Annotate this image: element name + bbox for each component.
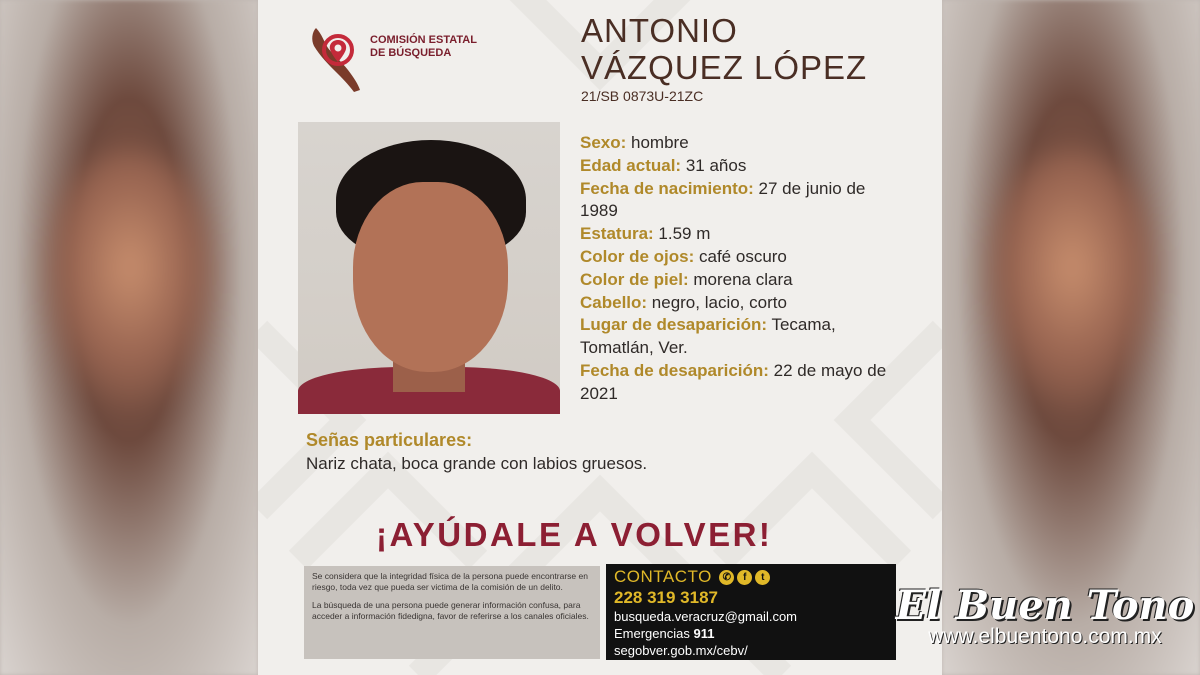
- person-name: [581, 12, 867, 86]
- disclaimer-p2: La búsqueda de una persona puede generar información confusa, para acceder a información fidedigna, favor de referirse a los canales oficiales.: [312, 600, 589, 621]
- watermark: [895, 582, 1195, 649]
- org-name-line1: COMISIÓN ESTATAL: [370, 34, 477, 46]
- watermark-logo: El Buen Tono: [895, 582, 1195, 629]
- senas-value: Nariz chata, boca grande con labios gruesos.: [306, 454, 648, 473]
- detail-row-lugar: Lugar de desaparición: Tecama, Tomatlán, Ver.: [580, 315, 836, 358]
- org-name-line2: DE BÚSQUEDA: [370, 47, 452, 59]
- veracruz-map-logo: [302, 24, 372, 94]
- detail-row-edad: Edad actual: 31 años: [580, 155, 747, 175]
- case-folio: 21/SB 0873U-21ZC: [581, 88, 704, 104]
- contact-title: CONTACTO: [614, 567, 712, 586]
- detail-row-nacimiento: Fecha de nacimiento: 27 de junio de 1989: [580, 178, 866, 221]
- detail-row-cabello: Cabello: negro, lacio, corto: [580, 292, 787, 312]
- blurred-background-right: [942, 0, 1200, 675]
- blurred-background-left: [0, 0, 258, 675]
- detail-row-ojos: Color de ojos: café oscuro: [580, 246, 787, 266]
- person-photo: [298, 122, 560, 414]
- person-name-line2: VÁZQUEZ LÓPEZ: [581, 49, 868, 86]
- contact-website[interactable]: segobver.gob.mx/cebv/: [614, 643, 748, 658]
- contact-email[interactable]: busqueda.veracruz@gmail.com: [614, 609, 798, 624]
- twitter-icon[interactable]: t: [755, 570, 770, 585]
- call-to-action: ¡AYÚDALE A VOLVER!: [376, 516, 773, 553]
- phone-icon[interactable]: ✆: [719, 570, 734, 585]
- watermark-url: www.elbuentono.com.mx: [928, 625, 1162, 648]
- facebook-icon[interactable]: f: [737, 570, 752, 585]
- detail-row-piel: Color de piel: morena clara: [580, 269, 793, 289]
- disclaimer: [304, 566, 600, 659]
- disclaimer-p1: Se considera que la integridad física de la persona puede encontrarse en riesgo, toda vez que pueda ser victima de la comisión de un delito.: [312, 571, 588, 592]
- contact-emergency: Emergencias 911: [614, 626, 715, 641]
- person-details: [580, 132, 900, 406]
- detail-row-estatura: Estatura: 1.59 m: [580, 224, 711, 244]
- missing-person-poster: [258, 0, 942, 675]
- detail-row-fecha-desaparicion: Fecha de desaparición: 22 de mayo de 2021: [580, 360, 887, 403]
- contact-phone[interactable]: 228 319 3187: [614, 588, 718, 607]
- org-name: [370, 34, 477, 60]
- detail-row-sexo: Sexo: hombre: [580, 133, 689, 152]
- person-name-line1: ANTONIO: [581, 12, 738, 49]
- contact-box: [606, 564, 896, 660]
- senas-label: Señas particulares:: [306, 430, 473, 450]
